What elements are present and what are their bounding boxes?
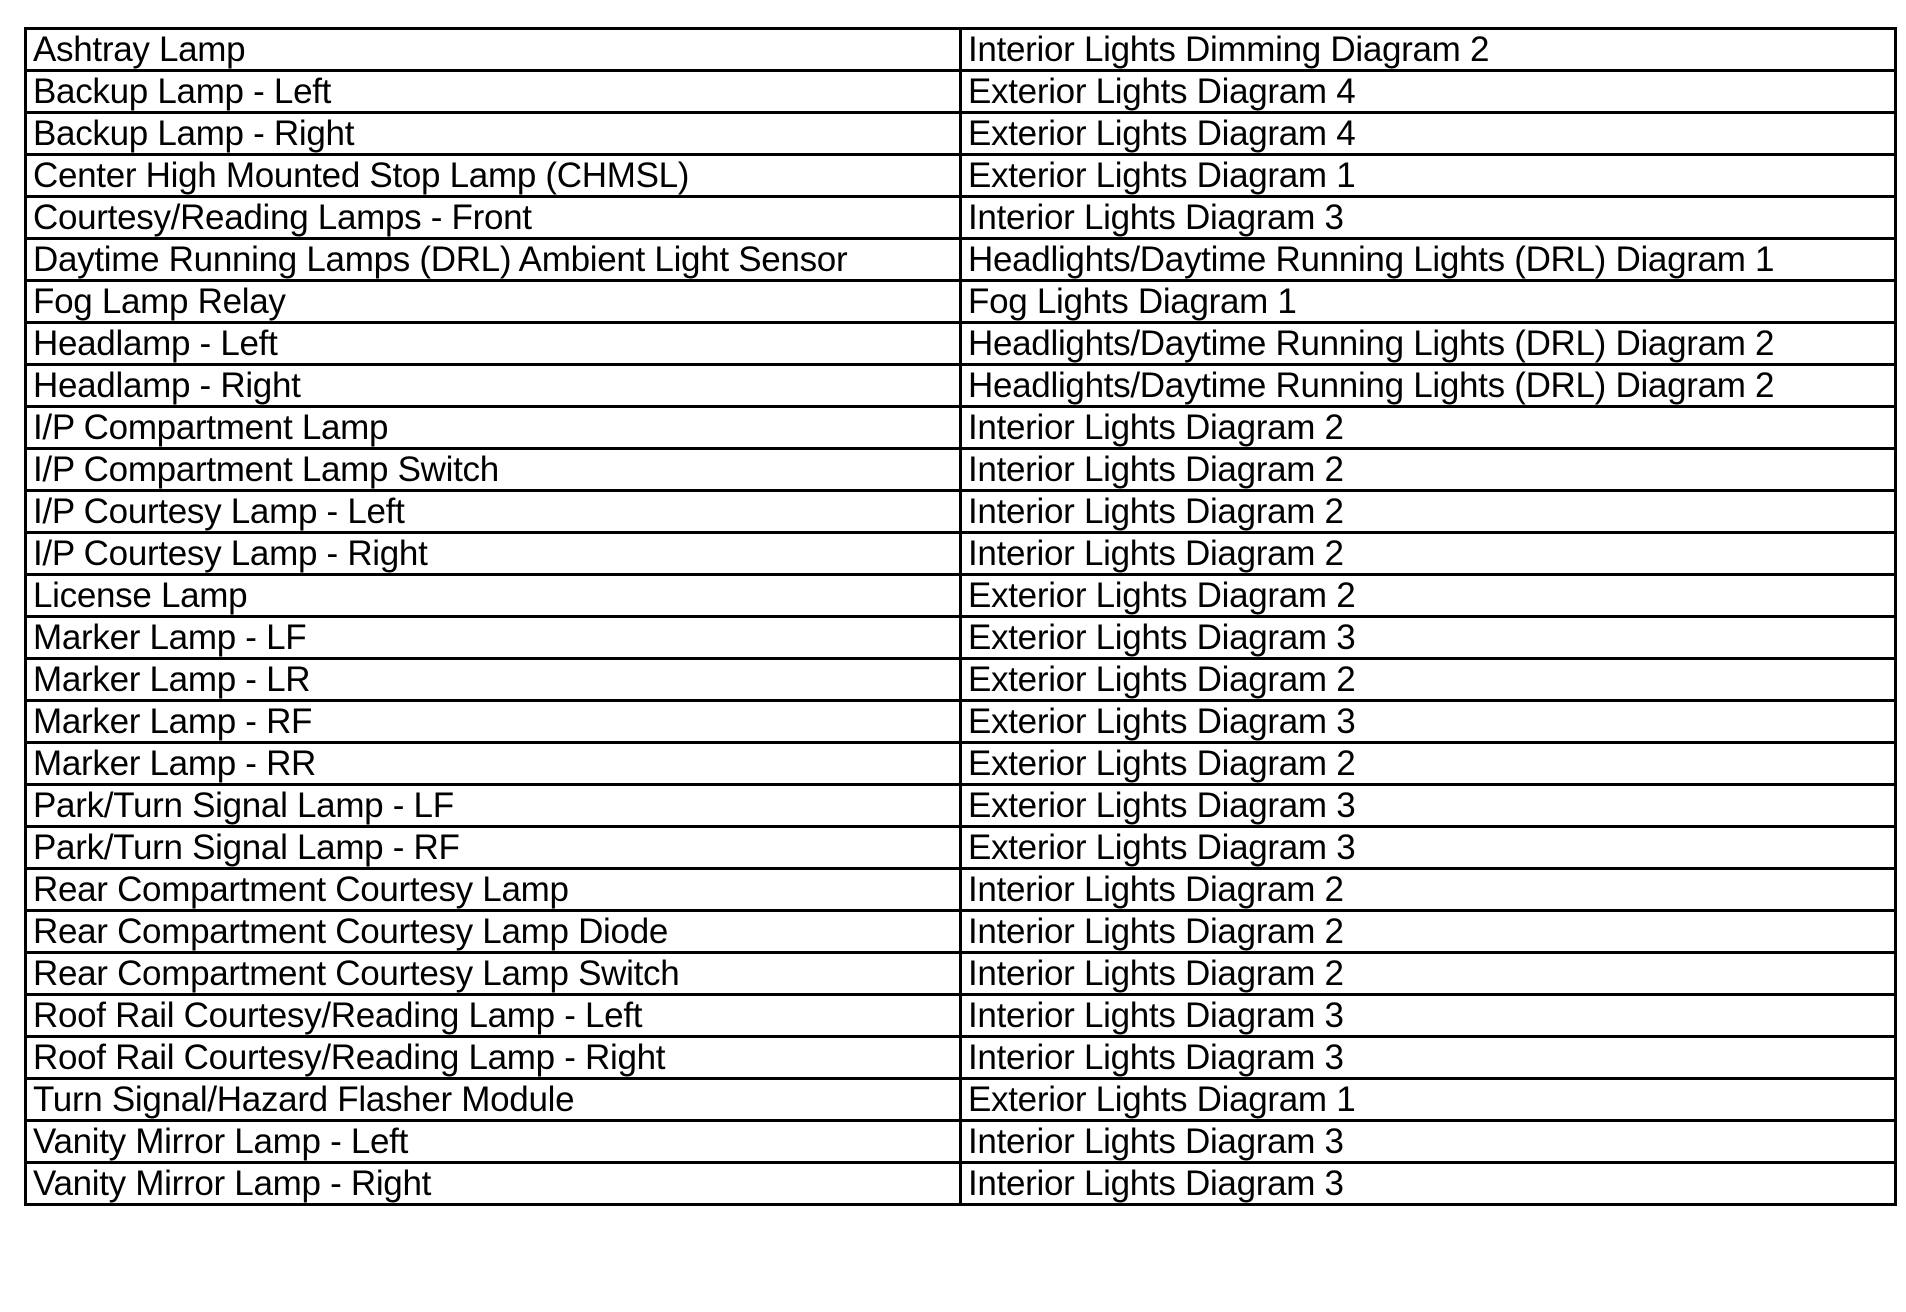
component-cell: Marker Lamp - LF xyxy=(26,617,961,659)
diagram-reference-cell: Interior Lights Diagram 2 xyxy=(961,869,1896,911)
table-row xyxy=(26,1121,1896,1163)
component-cell: Turn Signal/Hazard Flasher Module xyxy=(26,1079,961,1121)
component-cell: Vanity Mirror Lamp - Right xyxy=(26,1163,961,1205)
table-row xyxy=(26,743,1896,785)
table-row xyxy=(26,449,1896,491)
component-cell: Headlamp - Left xyxy=(26,323,961,365)
component-cell: License Lamp xyxy=(26,575,961,617)
table-row xyxy=(26,869,1896,911)
diagram-reference-cell: Headlights/Daytime Running Lights (DRL) Diagram 2 xyxy=(961,365,1896,407)
diagram-reference-cell: Interior Lights Diagram 2 xyxy=(961,911,1896,953)
diagram-reference-cell: Fog Lights Diagram 1 xyxy=(961,281,1896,323)
table-row xyxy=(26,113,1896,155)
diagram-reference-cell: Interior Lights Diagram 3 xyxy=(961,1163,1896,1205)
diagram-reference-cell: Exterior Lights Diagram 2 xyxy=(961,659,1896,701)
component-cell: Roof Rail Courtesy/Reading Lamp - Right xyxy=(26,1037,961,1079)
component-cell: Backup Lamp - Left xyxy=(26,71,961,113)
component-cell: Park/Turn Signal Lamp - RF xyxy=(26,827,961,869)
diagram-reference-cell: Interior Lights Diagram 3 xyxy=(961,1121,1896,1163)
table-row xyxy=(26,239,1896,281)
component-cell: Daytime Running Lamps (DRL) Ambient Light Sensor xyxy=(26,239,961,281)
diagram-reference-cell: Exterior Lights Diagram 2 xyxy=(961,743,1896,785)
diagram-reference-cell: Interior Lights Diagram 3 xyxy=(961,197,1896,239)
diagram-reference-cell: Exterior Lights Diagram 4 xyxy=(961,113,1896,155)
table-row xyxy=(26,1037,1896,1079)
diagram-reference-cell: Exterior Lights Diagram 1 xyxy=(961,155,1896,197)
diagram-reference-cell: Exterior Lights Diagram 3 xyxy=(961,827,1896,869)
table-row xyxy=(26,995,1896,1037)
table-row xyxy=(26,911,1896,953)
component-cell: Marker Lamp - RR xyxy=(26,743,961,785)
table-row xyxy=(26,1163,1896,1205)
diagram-reference-cell: Interior Lights Diagram 3 xyxy=(961,1037,1896,1079)
diagram-reference-cell: Interior Lights Diagram 2 xyxy=(961,533,1896,575)
diagram-reference-cell: Exterior Lights Diagram 3 xyxy=(961,701,1896,743)
table-row xyxy=(26,365,1896,407)
component-cell: Marker Lamp - LR xyxy=(26,659,961,701)
diagram-reference-cell: Interior Lights Diagram 2 xyxy=(961,491,1896,533)
component-cell: Vanity Mirror Lamp - Left xyxy=(26,1121,961,1163)
component-cell: Park/Turn Signal Lamp - LF xyxy=(26,785,961,827)
table-row xyxy=(26,1079,1896,1121)
diagram-reference-cell: Headlights/Daytime Running Lights (DRL) Diagram 2 xyxy=(961,323,1896,365)
table-row xyxy=(26,491,1896,533)
table-row xyxy=(26,785,1896,827)
table-row xyxy=(26,71,1896,113)
component-cell: I/P Courtesy Lamp - Left xyxy=(26,491,961,533)
table-row xyxy=(26,407,1896,449)
component-cell: I/P Compartment Lamp xyxy=(26,407,961,449)
table-row xyxy=(26,575,1896,617)
diagram-reference-cell: Interior Lights Diagram 2 xyxy=(961,953,1896,995)
table-row xyxy=(26,659,1896,701)
diagram-reference-cell: Exterior Lights Diagram 4 xyxy=(961,71,1896,113)
diagram-reference-cell: Exterior Lights Diagram 1 xyxy=(961,1079,1896,1121)
component-diagram-table xyxy=(24,27,1897,1206)
component-cell: Courtesy/Reading Lamps - Front xyxy=(26,197,961,239)
table-row xyxy=(26,281,1896,323)
diagram-reference-cell: Headlights/Daytime Running Lights (DRL) Diagram 1 xyxy=(961,239,1896,281)
table-body xyxy=(26,29,1896,1205)
diagram-reference-cell: Exterior Lights Diagram 2 xyxy=(961,575,1896,617)
component-cell: Rear Compartment Courtesy Lamp xyxy=(26,869,961,911)
diagram-reference-cell: Interior Lights Diagram 3 xyxy=(961,995,1896,1037)
component-cell: Ashtray Lamp xyxy=(26,29,961,71)
component-cell: Headlamp - Right xyxy=(26,365,961,407)
diagram-reference-cell: Interior Lights Diagram 2 xyxy=(961,449,1896,491)
table-row xyxy=(26,155,1896,197)
component-cell: I/P Compartment Lamp Switch xyxy=(26,449,961,491)
component-cell: Rear Compartment Courtesy Lamp Switch xyxy=(26,953,961,995)
diagram-reference-cell: Exterior Lights Diagram 3 xyxy=(961,785,1896,827)
component-cell: Backup Lamp - Right xyxy=(26,113,961,155)
table-row xyxy=(26,953,1896,995)
component-cell: Fog Lamp Relay xyxy=(26,281,961,323)
table-row xyxy=(26,617,1896,659)
component-cell: Marker Lamp - RF xyxy=(26,701,961,743)
table-row xyxy=(26,29,1896,71)
table-row xyxy=(26,323,1896,365)
component-cell: Center High Mounted Stop Lamp (CHMSL) xyxy=(26,155,961,197)
component-cell: Rear Compartment Courtesy Lamp Diode xyxy=(26,911,961,953)
diagram-reference-cell: Interior Lights Dimming Diagram 2 xyxy=(961,29,1896,71)
component-cell: Roof Rail Courtesy/Reading Lamp - Left xyxy=(26,995,961,1037)
table-row xyxy=(26,827,1896,869)
table-row xyxy=(26,197,1896,239)
diagram-reference-cell: Interior Lights Diagram 2 xyxy=(961,407,1896,449)
component-cell: I/P Courtesy Lamp - Right xyxy=(26,533,961,575)
table-row xyxy=(26,701,1896,743)
diagram-reference-cell: Exterior Lights Diagram 3 xyxy=(961,617,1896,659)
table-row xyxy=(26,533,1896,575)
